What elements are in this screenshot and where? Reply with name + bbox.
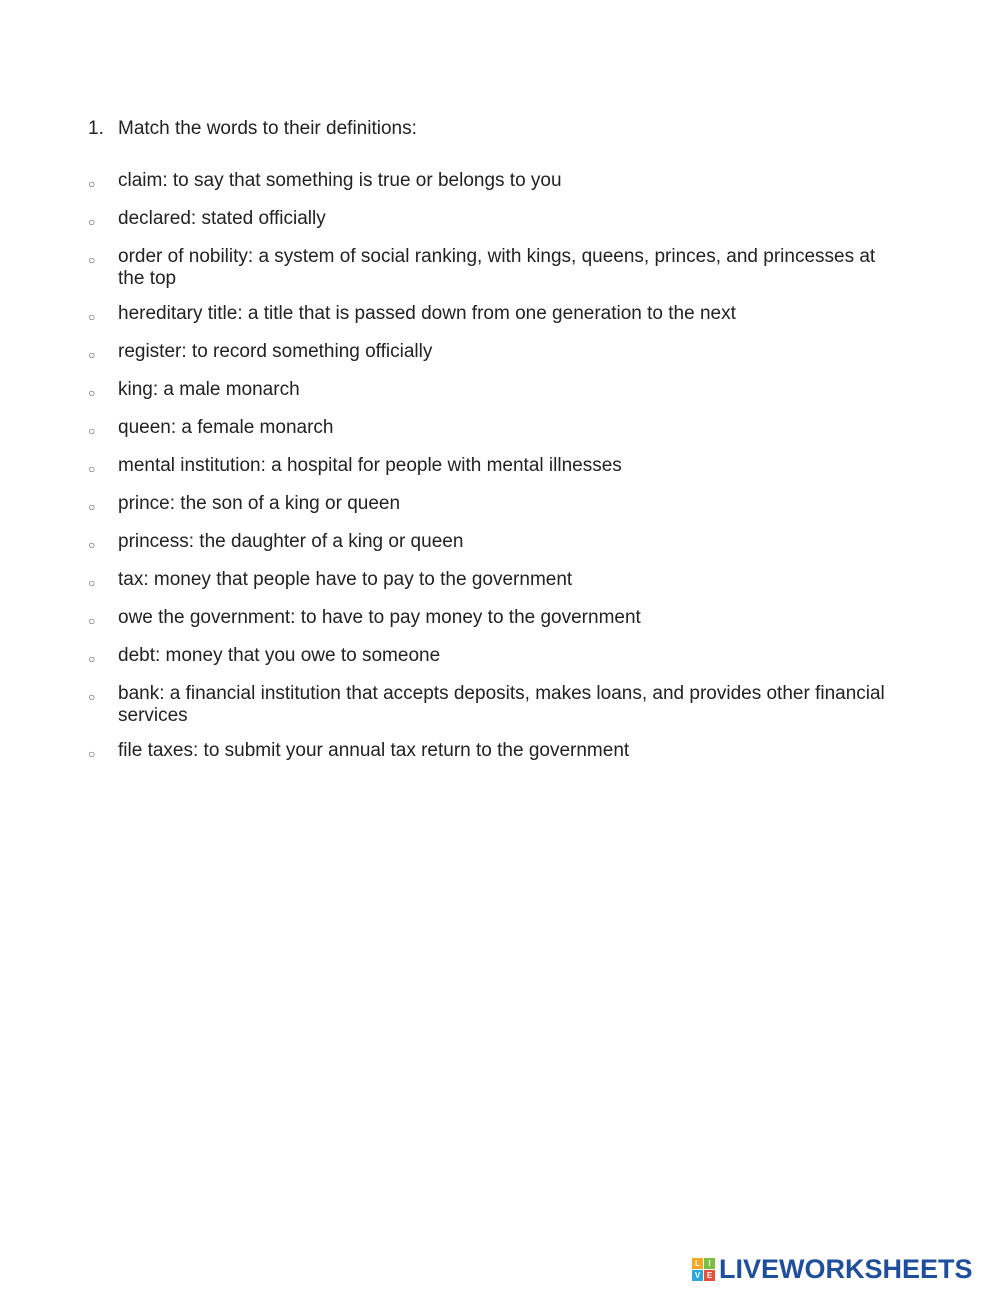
- logo-mark-tile: L: [692, 1258, 703, 1269]
- definition-item: [88, 740, 888, 765]
- definition-item: [88, 246, 888, 290]
- definition-text: queen: a female monarch: [118, 417, 334, 438]
- definition-text: king: a male monarch: [118, 379, 300, 400]
- bullet-icon: ○: [88, 462, 96, 476]
- logo-mark-tile: V: [692, 1270, 703, 1281]
- definition-text: register: to record something officially: [118, 341, 433, 362]
- definition-item: [88, 493, 888, 518]
- logo-text: LIVEWORKSHEETS: [719, 1254, 973, 1284]
- definition-text: mental institution: a hospital for people with mental illnesses: [118, 455, 622, 476]
- definition-text: claim: to say that something is true or belongs to you: [118, 170, 562, 191]
- definition-item: [88, 341, 888, 366]
- definition-text: owe the government: to have to pay money to the government: [118, 607, 641, 628]
- question-heading: [88, 118, 417, 140]
- logo-mark-tile: I: [704, 1258, 715, 1269]
- bullet-icon: ○: [88, 348, 96, 362]
- definition-item: [88, 208, 888, 233]
- bullet-icon: ○: [88, 500, 96, 514]
- bullet-icon: ○: [88, 690, 96, 704]
- logo-mark-tile: E: [704, 1270, 715, 1281]
- definition-item: [88, 379, 888, 404]
- definition-item: [88, 607, 888, 632]
- definition-item: [88, 303, 888, 328]
- definition-item: [88, 569, 888, 594]
- definition-text: bank: a financial institution that accepts deposits, makes loans, and provides other financial services: [118, 683, 885, 726]
- definition-text: prince: the son of a king or queen: [118, 493, 401, 514]
- question-number: 1.: [88, 118, 104, 139]
- bullet-icon: ○: [88, 538, 96, 552]
- bullet-icon: ○: [88, 253, 96, 267]
- definition-item: [88, 417, 888, 442]
- logo-mark-icon: [692, 1258, 715, 1281]
- bullet-icon: ○: [88, 386, 96, 400]
- bullet-icon: ○: [88, 747, 96, 761]
- definition-text: hereditary title: a title that is passed down from one generation to the next: [118, 303, 736, 324]
- definition-item: [88, 455, 888, 480]
- definition-text: declared: stated officially: [118, 208, 326, 229]
- definition-text: debt: money that you owe to someone: [118, 645, 441, 666]
- definition-text: file taxes: to submit your annual tax return to the government: [118, 740, 630, 761]
- bullet-icon: ○: [88, 652, 96, 666]
- bullet-icon: ○: [88, 215, 96, 229]
- definition-text: order of nobility: a system of social ranking, with kings, queens, princes, and princesses at the top: [118, 246, 876, 289]
- bullet-icon: ○: [88, 576, 96, 590]
- liveworksheets-logo: [692, 1254, 973, 1284]
- question-prompt: Match the words to their definitions:: [118, 118, 417, 139]
- bullet-icon: ○: [88, 177, 96, 191]
- bullet-icon: ○: [88, 424, 96, 438]
- definitions-list: [88, 170, 888, 778]
- bullet-icon: ○: [88, 614, 96, 628]
- bullet-icon: ○: [88, 310, 96, 324]
- definition-item: [88, 645, 888, 670]
- definition-item: [88, 170, 888, 195]
- definition-text: princess: the daughter of a king or queen: [118, 531, 464, 552]
- definition-item: [88, 531, 888, 556]
- definition-text: tax: money that people have to pay to the government: [118, 569, 573, 590]
- definition-item: [88, 683, 888, 727]
